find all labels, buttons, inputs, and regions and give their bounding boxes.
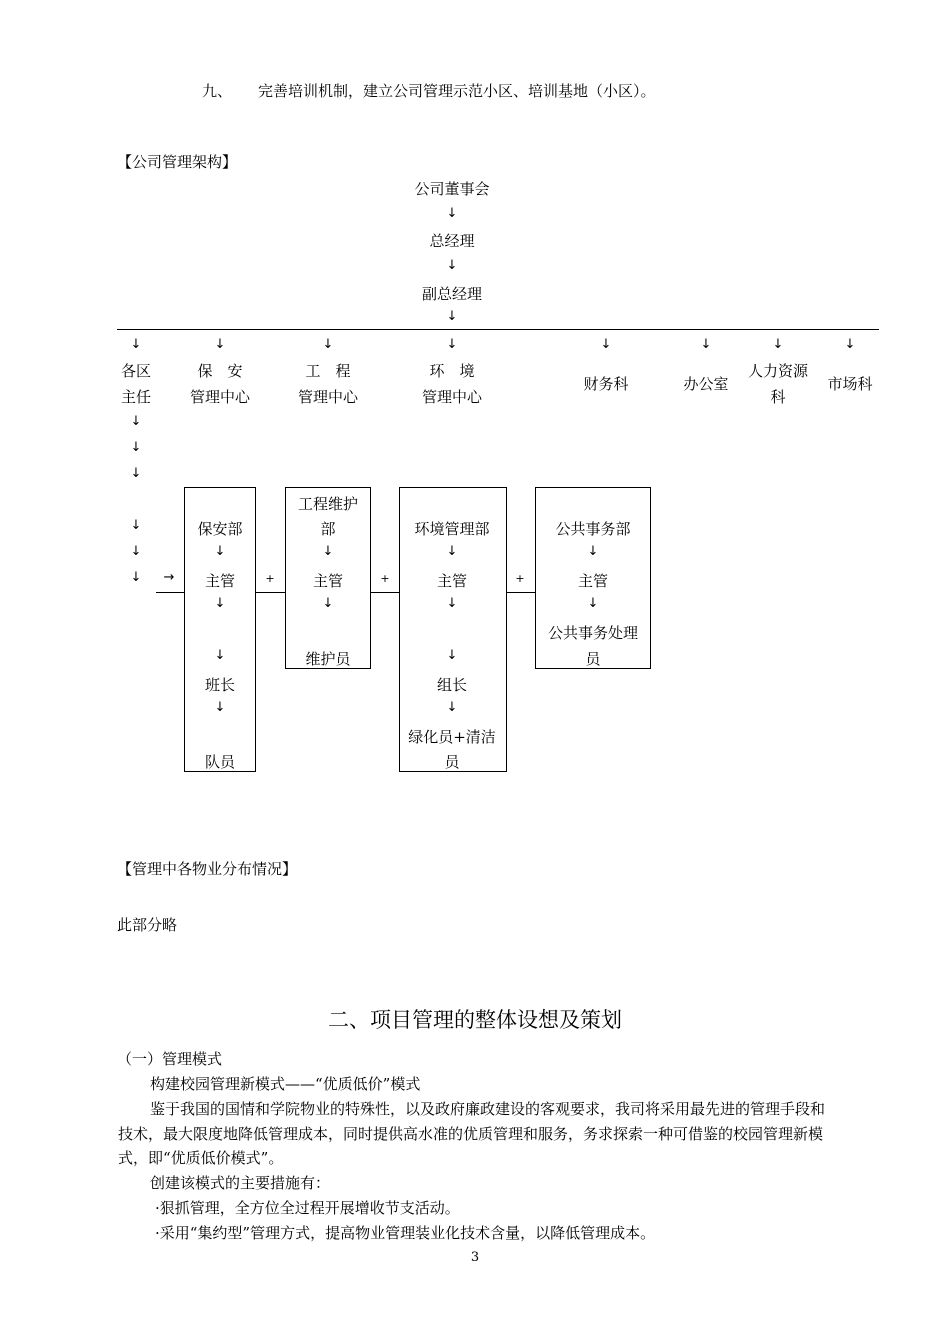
arrow-right-icon: → bbox=[163, 570, 175, 585]
connector-line bbox=[156, 592, 184, 593]
section-heading-distribution: 【管理中各物业分布情况】 bbox=[117, 860, 298, 878]
arrow-down-icon: ↓ bbox=[214, 700, 226, 715]
org-divider-line bbox=[117, 329, 879, 330]
dept-engineering-center: 工 程 管理中心 bbox=[297, 362, 359, 406]
arrow-down-icon: ↓ bbox=[214, 337, 226, 352]
connector-line bbox=[256, 592, 285, 593]
arrow-down-icon: ↓ bbox=[322, 544, 334, 559]
plus-sign: + bbox=[380, 572, 390, 585]
arrow-down-icon: ↓ bbox=[130, 414, 142, 429]
arrow-down-icon: ↓ bbox=[446, 309, 458, 324]
org-gm: 总经理 bbox=[429, 232, 475, 250]
env-lead: 组长 bbox=[436, 676, 468, 694]
arrow-down-icon: ↓ bbox=[446, 544, 458, 559]
paragraph-1: 鉴于我国的国情和学院物业的特殊性，以及政府廉政建设的客观要求，我司将采用最先进的管理手段和技术，最大限度地降低管理成本，同时提供高水准的优质管理和服务，务求探索一种可借鉴的校园管理新模式，即“优质低价模式”。 bbox=[118, 1100, 826, 1167]
security-mgr: 主管 bbox=[204, 572, 236, 590]
arrow-down-icon: ↓ bbox=[130, 544, 142, 559]
arrow-down-icon: ↓ bbox=[130, 440, 142, 455]
arrow-down-icon: ↓ bbox=[214, 648, 226, 663]
security-lead: 班长 bbox=[204, 676, 236, 694]
pub-staff-line1: 公共事务处理 bbox=[547, 624, 639, 642]
arrow-down-icon: ↓ bbox=[844, 337, 856, 352]
arrow-down-icon: ↓ bbox=[214, 596, 226, 611]
arrow-down-icon: ↓ bbox=[130, 466, 142, 481]
env-staff-line1: 绿化员+清洁 bbox=[408, 728, 496, 746]
dept-hr: 人力资源 科 bbox=[747, 362, 809, 406]
arrow-down-icon: ↓ bbox=[446, 258, 458, 273]
env-dept: 环境管理部 bbox=[414, 520, 490, 538]
env-mgr: 主管 bbox=[436, 572, 468, 590]
arrow-down-icon: ↓ bbox=[322, 596, 334, 611]
arrow-down-icon: ↓ bbox=[446, 648, 458, 663]
arrow-down-icon: ↓ bbox=[322, 337, 334, 352]
bullet-item: ·狠抓管理，全方位全过程开展增收节支活动。 bbox=[155, 1199, 460, 1217]
security-staff: 队员 bbox=[204, 753, 236, 771]
bullet-item: ·采用“集约型”管理方式，提高物业管理装业化技术含量，以降低管理成本。 bbox=[155, 1224, 656, 1242]
arrow-down-icon: ↓ bbox=[446, 206, 458, 221]
arrow-down-icon: ↓ bbox=[587, 596, 599, 611]
measures-intro: 创建该模式的主要措施有： bbox=[150, 1174, 331, 1192]
dept-marketing: 市场科 bbox=[827, 375, 873, 393]
eng-mgr: 主管 bbox=[312, 572, 344, 590]
eng-dept-line2: 部 bbox=[320, 520, 336, 538]
dept-security-center: 保 安 管理中心 bbox=[189, 362, 251, 406]
arrow-down-icon: ↓ bbox=[772, 337, 784, 352]
connector-line bbox=[371, 592, 399, 593]
top-item-number: 九、 bbox=[202, 82, 233, 100]
eng-dept-line1: 工程维护 bbox=[297, 495, 359, 513]
dept-finance: 财务科 bbox=[583, 375, 629, 393]
sub-heading-mode: （一）管理模式 bbox=[117, 1050, 223, 1068]
arrow-down-icon: ↓ bbox=[446, 596, 458, 611]
top-item-text: 完善培训机制，建立公司管理示范小区、培训基地（小区）。 bbox=[258, 82, 656, 100]
org-board: 公司董事会 bbox=[414, 180, 490, 198]
plus-sign: + bbox=[515, 572, 525, 585]
arrow-down-icon: ↓ bbox=[130, 337, 142, 352]
arrow-down-icon: ↓ bbox=[446, 700, 458, 715]
dept-district: 各区 主任 bbox=[120, 362, 152, 406]
pub-mgr: 主管 bbox=[577, 572, 609, 590]
arrow-down-icon: ↓ bbox=[214, 544, 226, 559]
section-heading-structure: 【公司管理架构】 bbox=[117, 153, 238, 171]
connector-line bbox=[507, 592, 535, 593]
env-staff-line2: 员 bbox=[444, 753, 460, 771]
arrow-down-icon: ↓ bbox=[700, 337, 712, 352]
arrow-down-icon: ↓ bbox=[446, 337, 458, 352]
security-dept: 保安部 bbox=[197, 520, 243, 538]
chapter-title: 二、项目管理的整体设想及策划 bbox=[328, 1008, 622, 1032]
eng-staff: 维护员 bbox=[305, 650, 351, 668]
arrow-down-icon: ↓ bbox=[130, 518, 142, 533]
plus-sign: + bbox=[265, 572, 275, 585]
dept-office: 办公室 bbox=[683, 375, 729, 393]
mode-line: 构建校园管理新模式——“优质低价”模式 bbox=[150, 1075, 421, 1093]
arrow-down-icon: ↓ bbox=[600, 337, 612, 352]
page-number: 3 bbox=[470, 1250, 480, 1265]
omitted-note: 此部分略 bbox=[117, 916, 178, 934]
pub-staff-line2: 员 bbox=[585, 650, 601, 668]
arrow-down-icon: ↓ bbox=[130, 570, 142, 585]
dept-environment-center: 环 境 管理中心 bbox=[421, 362, 483, 406]
pub-dept: 公共事务部 bbox=[555, 520, 631, 538]
org-dgm: 副总经理 bbox=[421, 285, 483, 303]
arrow-down-icon: ↓ bbox=[587, 544, 599, 559]
